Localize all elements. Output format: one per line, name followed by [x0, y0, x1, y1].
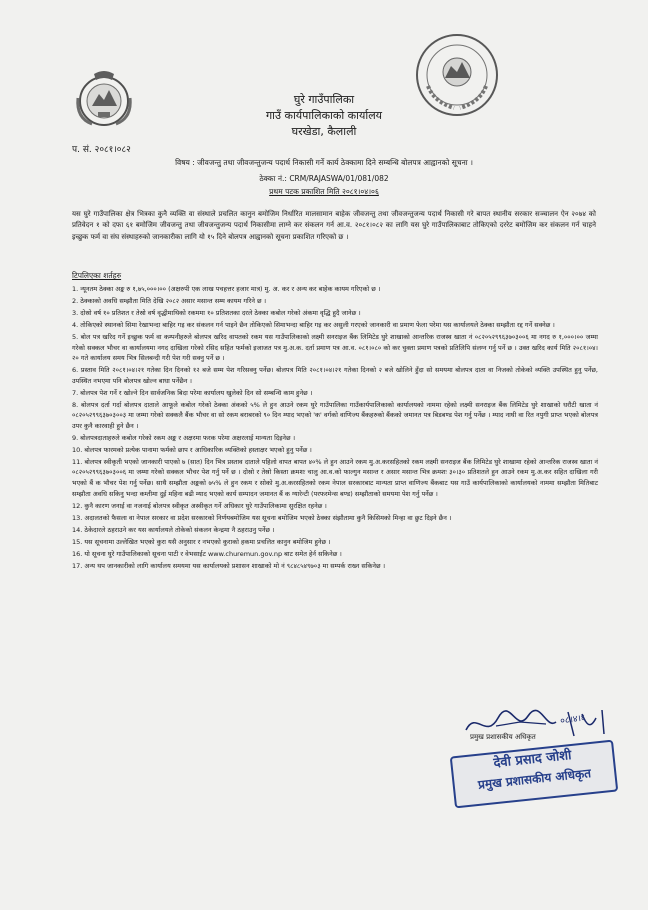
condition-item: 8. बोलपत्र दर्ता गर्दा बोलपत्र दाताले आफूले कबोल गरेको ठेक्का अंकको ५% ले हुन आउने रकम घुरे गाउँपालिका गाउँकार्यपालिकाको कार्यालयको नाममा रहेको लक्ष्मी सनराइज बैंक लिमिटेड घुरे शाखाको धरौटी खाता नं ०८२०५२९९६३७०३००३ मा जम्मा गरेको सक्कलै बैंक भौचर वा सो रकम बराबरको ९० दिन म्याद भएको 'क' वर्गको वाणिज्य बैंकहरुको बैंकको जमानत पत्र बिडबण्ड पेश गर्नु पर्नेछ । म्याद नाघी वा रित नपुगी प्राप्त भएको बोलपत्र उपर कुनै कारवाही हुने छैन । — [72, 400, 598, 430]
signatory-title: प्रमुख प्रशासकीय अधिकृत — [470, 733, 536, 741]
condition-item: 3. दोस्रो वर्ष १० प्रतिशत र तेस्रो वर्ष वृद्धीमाथिको रकममा १० प्रतिशतका दरले ठेक्का कबोल गरेको अंकमा वृद्धि हुदै जानेछ । — [72, 308, 361, 317]
office-name: गाउँ कार्यपालिकाको कार्यालय — [265, 109, 383, 122]
condition-item: 13. अदालतको फैसला वा नेपाल सरकार वा प्रदेश सरकारको निर्णयबमोजिम यस सूचना बमोजिम भएको ठेक्का संझौतामा कुनै किसिमको मिन्हा वा छुट दिइने छैन । — [72, 513, 452, 522]
condition-item: 14. ठेकेदारले ठहराउने कर यस कार्यालयले तोकेको संकलन केन्द्रमा नै ठहराउनु पर्नेछ । — [72, 525, 275, 534]
condition-item: 17. अन्य थप जानकारीको लागि कार्यालय समयमा यस कार्यालयको प्रशासन शाखाको मो नं ९८४८५४९७०३ मा सम्पर्क राख्न सकिनेछ । — [72, 561, 386, 570]
condition-item: 5. बोल पत्र खरिद गर्ने इच्छुक फर्म वा कम्पनीहरुले बोलपत्र खरिद वापतको रकम यस गाउँपालिकाको लक्ष्मी सनराइज बैंक लिमिटेड घुरे शाखाको आन्तरिक राजस्व खाता नं ०८२०५२९९६३७०३००६ मा नगद रु १,०००।०० जम्मा गरेको सक्कल भौचर वा कार्यालयमा नगद दाखिला गरेको रसिद सहित फर्मको इजाजत पत्र मु.अ.क. दर्ता प्रमाण पत्र आ.व. ०८१।०८० को कर चुक्ता प्रमाण पत्रको प्रतिलिपि संलग्न गर्नु पर्ने छ । उक्त खरिद कार्य मिति २०८१।०४।२० गते कार्यालय समय भित्र सिलबन्दी गरी पेश गरी सक्नु पर्ने छ । — [72, 332, 598, 363]
condition-item: 7. बोलपत्र पेश गर्ने र खोल्ने दिन सार्वजनिक बिदा परेमा कार्यालय खुलेको दिन सो सम्बन्धि काम हुनेछ । — [72, 388, 313, 397]
reference-number: प. सं. २०८१।०८२ — [72, 145, 131, 155]
conditions-list — [72, 284, 598, 572]
condition-item: 10. बोलपत्र फारमको प्रत्येक पानामा फर्मको छाप र आधिकारिक व्यक्तिको हस्ताक्षर भएको हुनु पर्नेछ । — [72, 445, 312, 454]
municipality-name: घुरे गाउँपालिका — [293, 93, 355, 106]
condition-item: 4. तोकिएको स्थानको सिमा रेखाभन्दा बाहिर गइ कर संकलन गर्न पाइने छैन तोकिएको सिमाभन्दा बाहिर गइ कर असुली गरएको जानकारी वा प्रमाण फेला परेमा यस कार्यालयले ठेक्का सम्झौता रद्द गर्ने सक्नेछ । — [72, 320, 555, 329]
condition-item: 9. बोलपत्रदाताहरुले कबोल गरेको रकम अङ्क र अक्षरमा फरक परेमा अक्षरलाई मान्यता दिइनेछ । — [72, 433, 296, 442]
condition-item: 6. प्रस्ताव मिति २०८१।०४।२१ गतेका दिन दिनको १२ बजे सम्म पेश गरिसक्नु पर्नेछ। बोलपत्र मिति २०८१।०४।२१ गतेका दिनको २ बजे खोलिने हुँदा सो समयमा बोलपत्र दाता वा निजको तोकेको व्यक्ति उपस्थित हुनु पर्नेछ, उपस्थित नभएमा पनि बोलपत्र खोल्न बाधा पर्नेछैन । — [72, 366, 598, 385]
condition-item: 15. यस सूचनामा उल्लेखित भएको कुरा यसै अनुसार र नभएको कुराको हकमा प्रचलित कानुन बमोजिम हुनेछ । — [72, 537, 331, 546]
stamp-title: प्रमुख प्रशासकीय अधिकृत — [477, 766, 592, 792]
contract-code: ठेक्का नं.: CRM/RAJASWA/01/081/082 — [259, 174, 389, 183]
signature-date: ०८।४।६ — [559, 713, 587, 727]
notice-subject: विषय : जीवजन्तु तथा जीवजन्तुजन्य पदार्थ निकासी गर्ने कार्य ठेक्कामा दिने सम्बन्धि बोलपत्र आह्वानको सूचना । — [175, 158, 473, 167]
condition-item: 11. बोलपत्र स्वीकृती भएको जानकारी पाएको ७ (सात) दिन भित्र प्रस्ताव दाताले पहिलो वापत बापत ४०% ले हुन आउने रकम मु.अ.करसहितको रकम लक्ष्मी सनराइज बैंक लिमिटेड घुरे शाखामा रहेको आन्तरिक राजस्व खाता नं ०८२०५२९९६३७०३००६ मा जम्मा गरेको सक्कल भौचर पेश गर्नु पर्ने छ । दोस्रो र तेस्रो किस्ता क्रमशः चालु आ.व.को फाल्गुन मसान्त र असार मसान्त भित्र क्रमशः ३०।३० प्रतिशतले हुन आउने रकम मु.अ.कर सहित दाखिला गरी भएको बैं क भौचर पेश गर्नु पर्नेछ। साथै सम्झौता अङ्कको ७५% ले हुन रकम र सोको मु.अ.करसहितको रकम नेपाल सरकारबाट मान्यता प्राप्त वाणिज्य बैंकबाट यस गाउँ कार्यपालिकाको कार्यालयको नाममा सम्झौता मितिबाट सम्झौता अवधि सकिनु भन्दा कम्तीमा दुई महिना बढी म्याद भएको कार्य सम्पादन जमानत बैं क ग्यारेन्टी (परफरमेन्स बण्ड) सम्झौताको समयमा पेश गर्नु पर्नेछ । — [72, 457, 598, 498]
office-address: घरखेडा, कैलाली — [291, 125, 357, 138]
condition-item: 1. न्यूनतम ठेक्का अङ्क रु १,७५,०००।०० (अक्षरुपी एक लाख पचहत्तर हजार मात्र) मु. अ. कर र अन्य कर बाहेक कायम गरिएको छ । — [72, 285, 381, 293]
condition-item: 12. कुनै कारण जनाई वा नजनाई बोलपत्र स्वीकृत अस्वीकृत गर्ने अधिकार घुरे गाउँपालिकामा सुरक्षित रहनेछ । — [72, 501, 327, 510]
condition-item: 2. ठेक्काको अवधि सम्झौता मिति देखि २०८२ असार मसान्त सम्म कायम गरिने छ । — [72, 296, 267, 305]
conditions-heading: टिपलिएका शर्तहरु — [72, 271, 122, 280]
publication-date: प्रथम पटक प्रकाशित मिति २०८१।०४।०६ — [269, 187, 379, 196]
stamp-name: देवी प्रसाद जोशी — [492, 748, 573, 772]
condition-item: 16. यो सूचना घुरे गाउँपालिकाको सूचना पाटी र वेभसाईट www.churemun.gov.np बाट समेत हेर्न सकिनेछ । — [72, 549, 342, 558]
intro-paragraph: यस घुरे गाउँपालिका क्षेत्र भित्रका कुनै व्यक्ति वा संस्थाले प्रचलित कानुन बमोजिम निर्धारित मालसामान बाहेक जीवजन्तु तथा जीवजन्तुजन्य पदार्थ निकासी गरे बापत स्थानीय सरकार सञ्चालन ऐन २०७४ को प्रतिवेदन १ को दफा ६१ बमोजिम जीवजन्तु तथा जीवजन्तुजन्य पदार्थ निकासीमा लाग्ने कर संकलन गर्न आ.व. २०८१।०८२ का लागि यस घुरे गाउँपालिकाबाट तोकिएको दररेट बमोजिम कर संकलन गर्न चाहने इच्छुक फर्म वा संघ संस्थाहरुको जानकारीका लागि यो १५ दिने बोलपत्र आह्वानको सूचना प्रकाशित गरिएको छ । — [72, 210, 596, 241]
